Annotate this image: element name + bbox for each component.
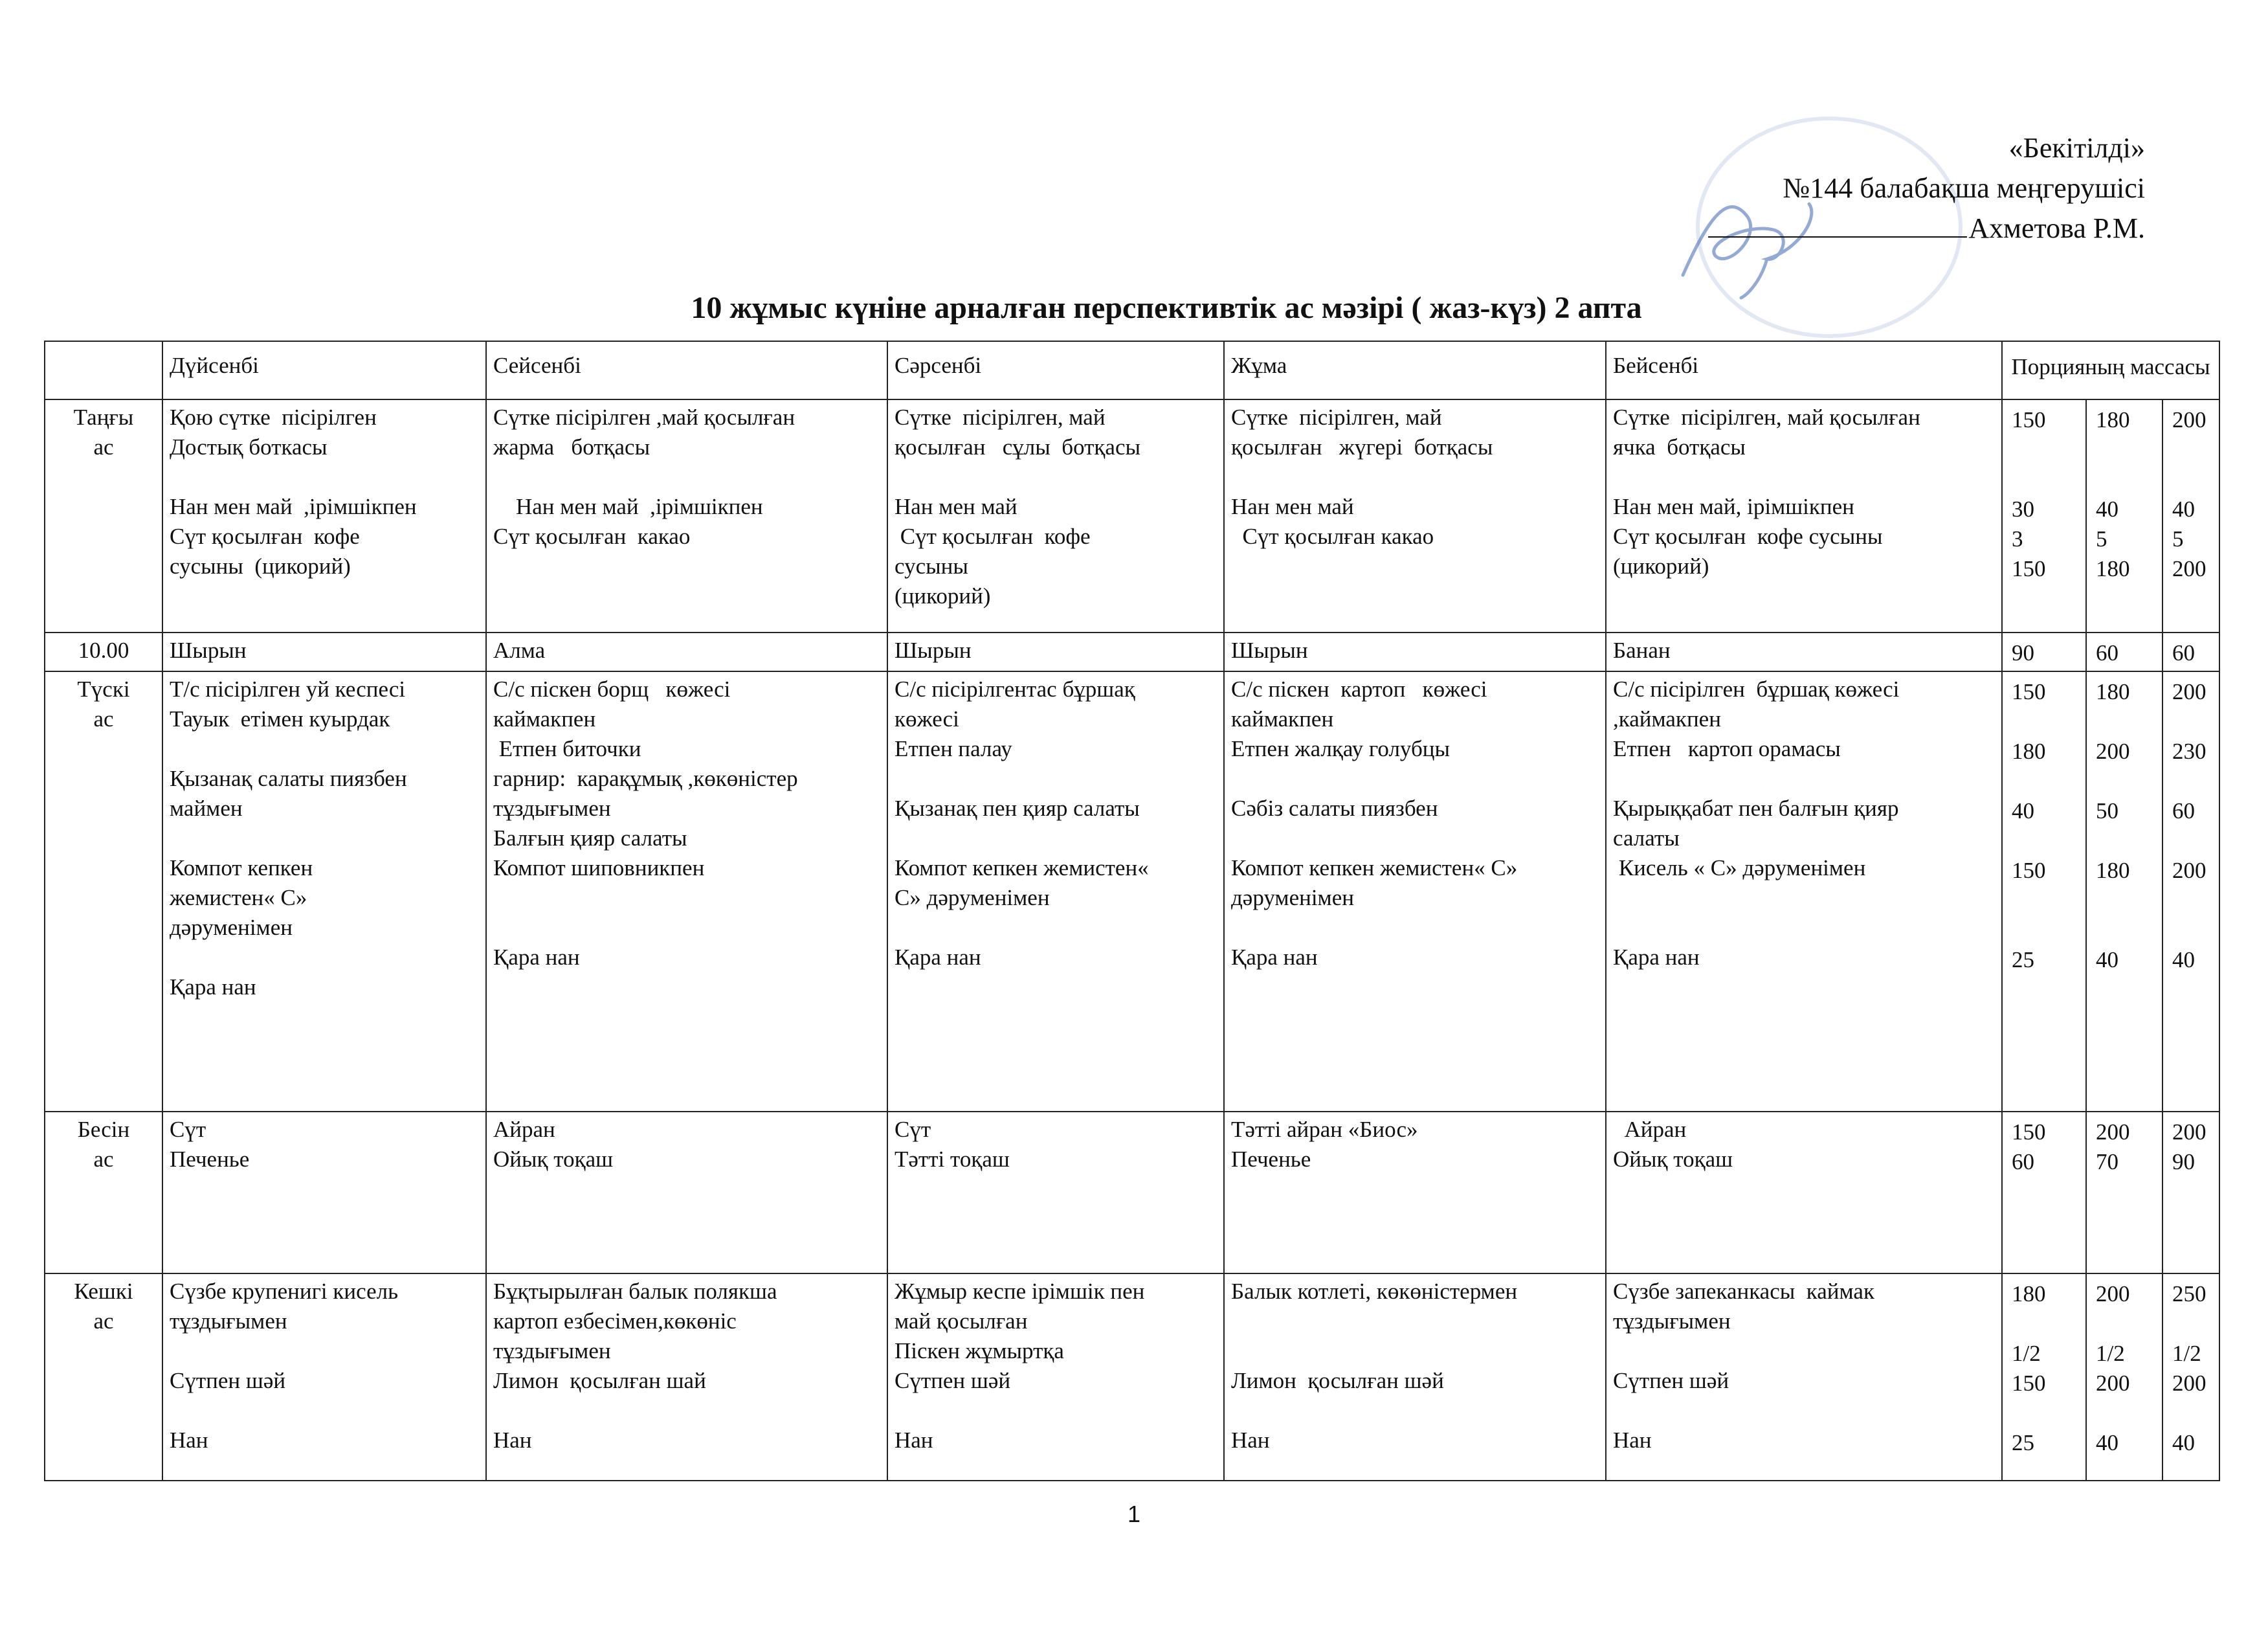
- meal-label: Бесін: [77, 1117, 130, 1142]
- portion-value: 200: [2172, 1119, 2207, 1145]
- meal-label: Түскі: [77, 677, 130, 702]
- portion-cell: [2002, 399, 2086, 633]
- dish-cell: [887, 1112, 1224, 1273]
- dish-line: ,каймакпен: [1613, 706, 1721, 732]
- portion-value: [2012, 1309, 2082, 1339]
- dish-line: салаты: [1613, 825, 1680, 851]
- dish-line: Ойық тоқаш: [1613, 1147, 1733, 1172]
- portion-value: 230: [2172, 739, 2207, 764]
- dish-line: Қызанақ салаты пиязбен: [170, 766, 407, 791]
- approval-signatory: [1708, 208, 2145, 249]
- portion-value: 30: [2012, 497, 2034, 522]
- portion-value: 180: [2096, 679, 2130, 704]
- dish-line: Піскен жұмыртқа: [895, 1338, 1064, 1363]
- dish-line: Қара нан: [493, 945, 580, 970]
- dish-cell: [162, 1273, 486, 1481]
- portion-value: [2172, 435, 2215, 465]
- dish-line: дәруменімен: [170, 915, 293, 940]
- dish-line: Қызанақ пен қияр салаты: [895, 796, 1140, 821]
- portion-value: [2172, 465, 2215, 495]
- dish-line: Печенье: [1231, 1147, 1311, 1172]
- dish-cell: [162, 1112, 486, 1273]
- portion-value: 200: [2172, 1371, 2207, 1396]
- dish-line: Компот кепкен жемистен«: [895, 855, 1149, 880]
- portion-value: [2096, 707, 2158, 737]
- portion-value: [2012, 886, 2082, 915]
- portion-value: 150: [2012, 679, 2046, 704]
- header-row: [45, 341, 2219, 399]
- portion-value: 40: [2096, 1430, 2118, 1455]
- dish-line: Компот кепкен жемистен« С»: [1231, 855, 1518, 880]
- meal-cell: [45, 399, 162, 633]
- dish-line: Сүт қосылған кофе: [170, 524, 360, 549]
- dish-line: ячка ботқасы: [1613, 434, 1746, 460]
- portion-value: [2172, 1398, 2215, 1428]
- dish-cell: [1224, 399, 1606, 633]
- header-corner: [45, 341, 162, 399]
- dish-line: Алма: [493, 638, 546, 663]
- portion-value: 200: [2096, 1281, 2130, 1306]
- portion-value: 180: [2096, 556, 2130, 581]
- dish-line: картоп езбесімен,көкөніс: [493, 1308, 737, 1334]
- portion-value: 180: [2096, 407, 2130, 432]
- menu-table: [44, 341, 2220, 1481]
- dish-line: [1613, 913, 1995, 943]
- portion-value: [2012, 767, 2082, 796]
- dish-cell: [1224, 671, 1606, 1112]
- dish-line: Тауык етімен куырдак: [170, 706, 390, 732]
- portion-value: [2012, 826, 2082, 856]
- approval-position: №144 балабақша меңгерушісі: [1783, 172, 2145, 204]
- portion-value: 200: [2172, 407, 2207, 432]
- portion-cell: [2162, 1273, 2219, 1481]
- dish-line: гарнир: карақұмық ,көкөністер: [493, 766, 798, 791]
- dish-line: Нан мен май ,ірімшікпен: [170, 494, 417, 519]
- dish-line: каймакпен: [493, 706, 596, 732]
- portion-value: [2096, 767, 2158, 796]
- dish-cell: [486, 399, 887, 633]
- dish-line: [1231, 1336, 1599, 1366]
- dish-line: (цикорий): [895, 583, 991, 609]
- portion-cell: [2162, 633, 2219, 671]
- portion-value: [2172, 826, 2215, 856]
- portion-value: [2096, 465, 2158, 495]
- portion-value: 40: [2096, 947, 2118, 972]
- dish-line: Қара нан: [895, 945, 981, 970]
- dish-line: Бұқтырылған балык полякша: [493, 1279, 777, 1304]
- dish-line: [493, 1396, 880, 1426]
- portion-cell: [2002, 1112, 2086, 1273]
- dish-line: [493, 883, 880, 913]
- portion-cell: [2086, 1112, 2162, 1273]
- portion-value: 200: [2172, 858, 2207, 883]
- meal-row: [45, 1273, 2219, 1481]
- portion-value: 3: [2012, 526, 2023, 552]
- dish-cell: [887, 671, 1224, 1112]
- meal-cell: [45, 1273, 162, 1481]
- portion-value: 150: [2012, 1371, 2046, 1396]
- dish-cell: [162, 399, 486, 633]
- dish-line: Қара нан: [1231, 945, 1318, 970]
- dish-line: Сүтке пісірілген, май: [1231, 405, 1442, 430]
- dish-line: көжесі: [895, 706, 959, 732]
- dish-line: [170, 734, 479, 764]
- dish-line: [1613, 1336, 1995, 1366]
- dish-line: С/с пісірілгентас бұршақ: [895, 677, 1135, 702]
- portion-value: 1/2: [2096, 1341, 2125, 1366]
- dish-line: Сүтпен шәй: [170, 1368, 286, 1393]
- dish-line: [1231, 824, 1599, 853]
- meal-row: [45, 671, 2219, 1112]
- dish-line: Сүт қосылған кофе сусыны: [1613, 524, 1883, 549]
- dish-line: [170, 1396, 479, 1426]
- dish-line: [1613, 764, 1995, 794]
- dish-line: [895, 824, 1217, 853]
- portion-cell: [2002, 633, 2086, 671]
- portion-value: 90: [2172, 1149, 2195, 1174]
- portion-value: 25: [2012, 947, 2034, 972]
- portion-value: 5: [2096, 526, 2107, 552]
- dish-line: Етпен картоп орамасы: [1613, 736, 1841, 761]
- portion-value: [2096, 915, 2158, 945]
- portion-value: 200: [2172, 556, 2207, 581]
- dish-cell: [486, 1112, 887, 1273]
- portion-cell: [2002, 1273, 2086, 1481]
- portion-value: [2012, 915, 2082, 945]
- portion-value: [2172, 707, 2215, 737]
- portion-value: 150: [2012, 858, 2046, 883]
- portion-value: [2012, 435, 2082, 465]
- dish-line: тұздығымен: [170, 1308, 287, 1334]
- dish-line: [493, 462, 880, 492]
- dish-line: Шырын: [1231, 638, 1308, 663]
- portion-cell: [2162, 1112, 2219, 1273]
- dish-line: дәруменімен: [1231, 885, 1354, 910]
- dish-line: Сүтке пісірілген ,май қосылған: [493, 405, 795, 430]
- meal-label: Кешкі: [74, 1279, 133, 1304]
- portion-cell: [2086, 633, 2162, 671]
- dish-line: [1231, 1306, 1599, 1336]
- dish-cell: [1606, 633, 2002, 671]
- dish-line: Сүт қосылған какао: [1231, 524, 1434, 549]
- page-number: 1: [1127, 1501, 1141, 1527]
- meal-label: Таңғы: [73, 405, 134, 430]
- dish-line: Лимон қосылған шай: [493, 1368, 706, 1393]
- portion-cell: [2086, 399, 2162, 633]
- dish-line: маймен: [170, 796, 243, 821]
- portion-value: 150: [2012, 407, 2046, 432]
- dish-line: С» дәруменімен: [895, 885, 1050, 910]
- dish-cell: [162, 671, 486, 1112]
- dish-line: [1613, 883, 1995, 913]
- meal-cell: [45, 633, 162, 671]
- dish-line: [1613, 1396, 1995, 1426]
- dish-line: [1231, 462, 1599, 492]
- day-header: Жұма: [1224, 341, 1606, 399]
- dish-line: Қара нан: [170, 974, 256, 1000]
- dish-line: жемистен« С»: [170, 885, 307, 910]
- portion-cell: [2086, 671, 2162, 1112]
- meal-label: ас: [93, 1147, 114, 1172]
- portion-value: 90: [2012, 640, 2034, 666]
- portion-value: 60: [2096, 640, 2118, 666]
- portion-value: 40: [2172, 497, 2195, 522]
- meal-label: ас: [93, 434, 114, 460]
- dish-line: [1231, 764, 1599, 794]
- dish-line: Нан мен май: [895, 494, 1017, 519]
- dish-line: (цикорий): [1613, 554, 1709, 579]
- dish-line: [170, 1336, 479, 1366]
- portion-value: [2172, 767, 2215, 796]
- portion-value: 180: [2012, 739, 2046, 764]
- dish-cell: [1224, 633, 1606, 671]
- portion-value: 250: [2172, 1281, 2207, 1306]
- dish-line: [895, 913, 1217, 943]
- portion-value: [2096, 826, 2158, 856]
- meal-label: ас: [93, 1308, 114, 1334]
- dish-cell: [887, 399, 1224, 633]
- approval-block: [1708, 128, 2145, 249]
- day-header: Бейсенбі: [1606, 341, 2002, 399]
- meal-row: [45, 1112, 2219, 1273]
- portion-value: [2012, 465, 2082, 495]
- dish-line: Сүтке пісірілген, май: [895, 405, 1106, 430]
- dish-cell: [486, 671, 887, 1112]
- dish-line: Т/с пісірілген уй кеспесі: [170, 677, 406, 702]
- portion-value: 60: [2172, 640, 2195, 666]
- portion-cell: [2162, 671, 2219, 1112]
- dish-line: С/с піскен борщ көжесі: [493, 677, 731, 702]
- dish-line: жарма ботқасы: [493, 434, 650, 460]
- portion-value: 40: [2012, 798, 2034, 824]
- portion-cell: [2086, 1273, 2162, 1481]
- portion-value: [2172, 1309, 2215, 1339]
- dish-line: Етпен жалқау голубцы: [1231, 736, 1451, 761]
- dish-line: [895, 1396, 1217, 1426]
- dish-cell: [486, 1273, 887, 1481]
- dish-line: май қосылған: [895, 1308, 1028, 1334]
- dish-line: Сәбіз салаты пиязбен: [1231, 796, 1438, 821]
- dish-line: тұздығымен: [493, 1338, 611, 1363]
- portion-value: 70: [2096, 1149, 2118, 1174]
- dish-line: Сүт қосылған кофе: [895, 524, 1091, 549]
- portion-value: 40: [2172, 947, 2195, 972]
- meal-row: [45, 399, 2219, 633]
- portion-value: 180: [2012, 1281, 2046, 1306]
- portion-value: 60: [2172, 798, 2195, 824]
- dish-line: Жұмыр кеспе ірімшік пен: [895, 1279, 1145, 1304]
- dish-line: [895, 462, 1217, 492]
- dish-line: [170, 824, 479, 853]
- portion-cell: [2002, 671, 2086, 1112]
- dish-line: Тәтті айран «Биос»: [1231, 1117, 1418, 1142]
- dish-line: Достық боткасы: [170, 434, 328, 460]
- dish-line: Сүтке пісірілген, май қосылған: [1613, 405, 1920, 430]
- portion-value: 40: [2096, 497, 2118, 522]
- dish-line: Лимон қосылған шәй: [1231, 1368, 1444, 1393]
- dish-line: Айран: [493, 1117, 555, 1142]
- dish-line: Қою сүтке пісірілген: [170, 405, 377, 430]
- portion-value: 200: [2096, 739, 2130, 764]
- dish-line: [1613, 462, 1995, 492]
- dish-line: Кисель « С» дәруменімен: [1613, 855, 1866, 880]
- dish-line: [493, 913, 880, 943]
- dish-line: Нан мен май, ірімшікпен: [1613, 494, 1854, 519]
- dish-line: [1231, 913, 1599, 943]
- portion-value: 1/2: [2012, 1341, 2041, 1366]
- dish-line: [895, 764, 1217, 794]
- dish-line: Сүтпен шәй: [895, 1368, 1011, 1393]
- portion-value: 200: [2096, 1371, 2130, 1396]
- dish-line: Нан: [493, 1428, 532, 1453]
- dish-cell: [1606, 399, 2002, 633]
- portion-header: Порцияның массасы: [2002, 341, 2219, 399]
- dish-line: Нан: [1613, 1428, 1652, 1453]
- portion-value: 150: [2012, 556, 2046, 581]
- dish-line: С/с піскен картоп көжесі: [1231, 677, 1487, 702]
- day-header: Сәрсенбі: [887, 341, 1224, 399]
- portion-value: 25: [2012, 1430, 2034, 1455]
- portion-value: 1/2: [2172, 1341, 2201, 1366]
- signature-line: [1708, 236, 1967, 238]
- dish-cell: [1224, 1273, 1606, 1481]
- dish-line: Нан: [895, 1428, 933, 1453]
- dish-line: [1231, 1396, 1599, 1426]
- dish-cell: [1224, 1112, 1606, 1273]
- dish-line: Нан мен май ,ірімшікпен: [493, 494, 763, 519]
- dish-line: Сүтпен шәй: [1613, 1368, 1729, 1393]
- dish-line: Нан: [170, 1428, 208, 1453]
- dish-line: Банан: [1613, 638, 1671, 663]
- portion-value: [2012, 707, 2082, 737]
- dish-line: сусыны (цикорий): [170, 554, 351, 579]
- dish-cell: [887, 633, 1224, 671]
- portion-value: 200: [2096, 1119, 2130, 1145]
- dish-line: Балык котлеті, көкөністермен: [1231, 1279, 1518, 1304]
- meal-cell: [45, 1112, 162, 1273]
- dish-line: тұздығымен: [1613, 1308, 1731, 1334]
- meal-label: 10.00: [78, 638, 129, 663]
- dish-line: Шырын: [170, 638, 247, 663]
- dish-line: Сүзбе крупенигі кисель: [170, 1279, 399, 1304]
- portion-value: [2096, 435, 2158, 465]
- meal-cell: [45, 671, 162, 1112]
- dish-cell: [887, 1273, 1224, 1481]
- dish-line: каймакпен: [1231, 706, 1334, 732]
- dish-line: Ойық тоқаш: [493, 1147, 614, 1172]
- dish-line: қосылған жүгері ботқасы: [1231, 434, 1493, 460]
- dish-line: [170, 943, 479, 972]
- dish-line: Сүт қосылған какао: [493, 524, 691, 549]
- dish-line: Печенье: [170, 1147, 250, 1172]
- dish-line: қосылған сұлы ботқасы: [895, 434, 1141, 460]
- document-title: 10 жұмыс күніне арналған перспективтік ас мәзірі ( жаз-күз) 2 апта: [691, 291, 1642, 325]
- meal-label: ас: [93, 706, 114, 732]
- dish-line: тұздығымен: [493, 796, 611, 821]
- dish-line: Қара нан: [1613, 945, 1700, 970]
- dish-line: [170, 462, 479, 492]
- dish-line: Нан мен май: [1231, 494, 1354, 519]
- dish-line: Етпен палау: [895, 736, 1012, 761]
- portion-value: 50: [2096, 798, 2118, 824]
- dish-cell: [1606, 671, 2002, 1112]
- portion-value: [2012, 1398, 2082, 1428]
- dish-line: Тәтті тоқаш: [895, 1147, 1010, 1172]
- portion-value: 60: [2012, 1149, 2034, 1174]
- day-header: Сейсенбі: [486, 341, 887, 399]
- dish-cell: [486, 633, 887, 671]
- dish-line: Нан: [1231, 1428, 1270, 1453]
- dish-line: Балғын қияр салаты: [493, 825, 687, 851]
- dish-cell: [1606, 1273, 2002, 1481]
- meal-row: [45, 633, 2219, 671]
- portion-value: [2096, 1398, 2158, 1428]
- dish-line: Айран: [1613, 1117, 1687, 1142]
- day-header: Дүйсенбі: [162, 341, 486, 399]
- dish-line: Шырын: [895, 638, 972, 663]
- portion-value: [2172, 886, 2215, 915]
- dish-line: Қырыққабат пен балғын қияр: [1613, 796, 1899, 821]
- portion-value: 150: [2012, 1119, 2046, 1145]
- portion-value: 5: [2172, 526, 2184, 552]
- dish-line: Сүзбе запеканкасы каймак: [1613, 1279, 1874, 1304]
- dish-line: Компот кепкен: [170, 855, 313, 880]
- portion-value: [2172, 915, 2215, 945]
- approval-label: «Бекітілді»: [2008, 132, 2145, 164]
- portion-value: 180: [2096, 858, 2130, 883]
- portion-value: [2096, 1309, 2158, 1339]
- dish-line: Компот шиповникпен: [493, 855, 705, 880]
- portion-cell: [2162, 399, 2219, 633]
- dish-line: Сүт: [895, 1117, 931, 1142]
- dish-line: Сүт: [170, 1117, 206, 1142]
- dish-line: Етпен биточки: [493, 736, 641, 761]
- portion-value: 40: [2172, 1430, 2195, 1455]
- dish-cell: [162, 633, 486, 671]
- approval-name: Ахметова Р.М.: [1968, 212, 2145, 244]
- portion-value: 200: [2172, 679, 2207, 704]
- portion-value: [2096, 886, 2158, 915]
- dish-cell: [1606, 1112, 2002, 1273]
- dish-line: сусыны: [895, 554, 968, 579]
- dish-line: С/с пісірілген бұршақ көжесі: [1613, 677, 1900, 702]
